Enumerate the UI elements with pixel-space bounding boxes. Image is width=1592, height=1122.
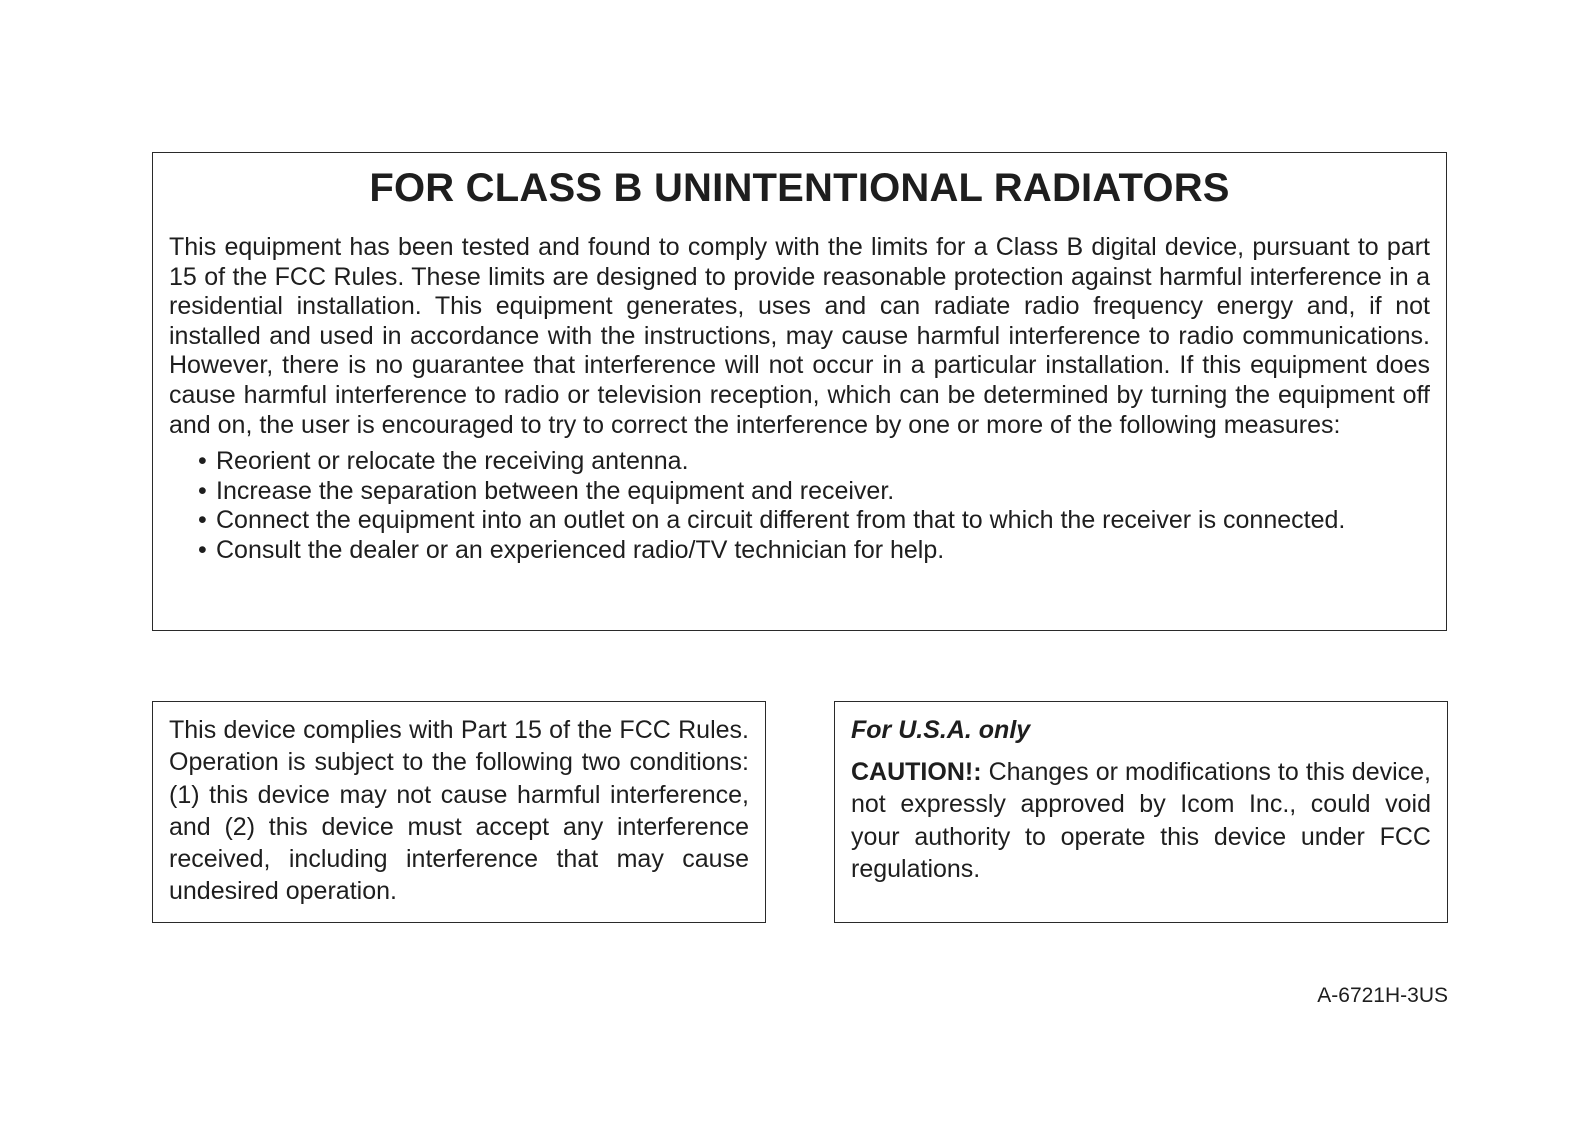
class-b-paragraph: This equipment has been tested and found to comply with the limits for a Class B digital device, pursuant to part 15 of the FCC Rules. These limits are designed to provide reasonable protection against harmful interference in a residential installation. This equipment generates, uses and can radiate radio frequency energy and, if not installed and used in accordance with the instructions, may cause harmful interference to radio communications. However, there is no guarantee that interference will not occur in a particular installation. If this equipment does cause harmful interference to radio or television reception, which can be determined by turning the equipment off and on, the user is encouraged to try to correct the interference by one or more of the following measures: (169, 233, 1430, 439)
usa-only-heading: For U.S.A. only (851, 716, 1031, 744)
bullet-icon: • (198, 447, 207, 476)
measures-list (169, 447, 1430, 565)
document-code: A-6721H-3US (1317, 984, 1448, 1007)
measure-text: Connect the equipment into an outlet on a circuit different from that to which the receiver is connected. (216, 506, 1346, 535)
bullet-icon: • (198, 506, 207, 535)
usa-caution-box (834, 701, 1448, 923)
measure-text: Consult the dealer or an experienced radio/TV technician for help. (216, 535, 945, 564)
measure-text: Reorient or relocate the receiving antenna. (216, 447, 689, 476)
bullet-icon: • (198, 535, 207, 564)
class-b-title: FOR CLASS B UNINTENTIONAL RADIATORS (369, 166, 1230, 210)
caution-paragraph (851, 756, 1431, 885)
caution-text: Changes or modifications to this device, not expressly approved by Icom Inc., could void your authority to operate this device under FCC regulations. (851, 758, 1431, 883)
measure-item (198, 447, 1430, 477)
measure-item (198, 506, 1430, 536)
caution-label: CAUTION!: (851, 758, 982, 786)
part15-paragraph: This device complies with Part 15 of the FCC Rules. Operation is subject to the following two conditions: (1) this device may not cause harmful interference, and (2) this device must accept any interference received, including interference that may cause undesired operation. (169, 716, 749, 906)
measure-item (198, 536, 1430, 566)
measure-text: Increase the separation between the equipment and receiver. (216, 476, 895, 505)
part15-compliance-box (152, 701, 766, 923)
measure-item (198, 477, 1430, 507)
class-b-notice-box (152, 152, 1447, 631)
bullet-icon: • (198, 476, 207, 505)
